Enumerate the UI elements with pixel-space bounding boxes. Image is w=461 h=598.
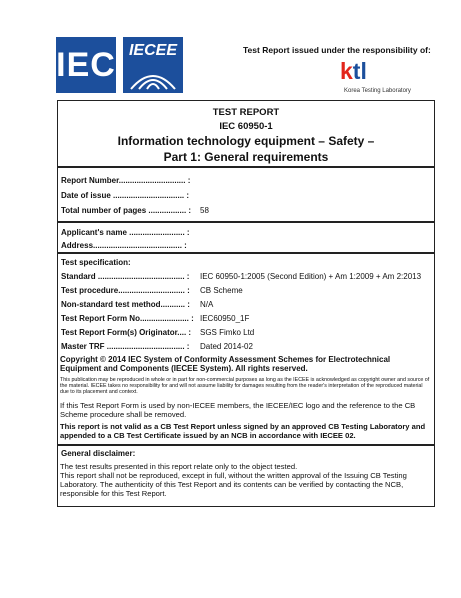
disclaimer-text-1: The test results presented in this report relate only to the object tested. <box>60 462 298 471</box>
standard-label: Standard ....................................... : <box>61 272 190 281</box>
total-pages-label: Total number of pages ................. : <box>61 206 192 215</box>
test-procedure-label: Test procedure.............................. : <box>61 286 190 295</box>
title-line-1: Information technology equipment – Safety – <box>117 134 375 148</box>
master-trf-value: Dated 2014-02 <box>200 342 253 351</box>
disclaimer-block <box>57 445 435 507</box>
ktl-logo <box>340 58 367 85</box>
applicant-block <box>57 222 435 253</box>
form-originator-value: SGS Fimko Ltd <box>200 328 255 337</box>
ktl-logo-k: k <box>340 58 353 84</box>
applicant-name-label: Applicant's name ......................... : <box>61 228 190 237</box>
iecee-globe-icon <box>125 61 181 91</box>
reproduction-notice: This publication may be reproduced in whole or in part for non-commercial purposes as long as the IECEE is acknowledged as copyright owner and source of the material. IECEE takes no responsibility for and will not assume liability for damages resulting from the reader's interpretation of the reproduced material due to its placement and context. <box>60 377 430 396</box>
copyright-notice: Copyright © 2014 IEC System of Conformity Assessment Schemes for Electrotechnical Equipment and Components (IECEE System). All rights reserved. <box>60 355 391 373</box>
validity-notice: This report is not valid as a CB Test Report unless signed by an approved CB Testing Laboratory and appended to a CB Test Certificate issued by an NCB in accordance with IECEE 02. <box>60 422 426 440</box>
issued-under-text: Test Report issued under the responsibility of: <box>243 45 431 55</box>
report-form-number-label: Test Report Form No...................... : <box>61 314 194 323</box>
form-originator-label: Test Report Form(s) Originator.... : <box>61 328 192 337</box>
iec-logo-text: IEC <box>56 46 116 84</box>
test-procedure-value: CB Scheme <box>200 286 243 295</box>
total-pages-value: 58 <box>200 206 209 215</box>
ktl-logo-rest: tl <box>352 58 367 84</box>
standard-value: IEC 60950-1:2005 (Second Edition) + Am 1:2009 + Am 2:2013 <box>200 272 422 281</box>
report-number-label: Report Number.............................. : <box>61 176 191 185</box>
disclaimer-text-2: This report shall not be reproduced, except in full, without the written approval of the Issuing CB Testing Laboratory. The authenticity of this Test Report and its contents can be verified by contacting the NCB, responsible for this Test Report. <box>60 471 407 498</box>
report-form-number-value: IEC60950_1F <box>200 314 250 323</box>
report-info-block <box>57 167 435 222</box>
non-standard-method-value: N/A <box>200 300 214 309</box>
test-specification-heading: Test specification: <box>61 258 131 267</box>
non-standard-method-label: Non-standard test method........... : <box>61 300 190 309</box>
standard-number: IEC 60950-1 <box>219 121 273 132</box>
lab-name: Korea Testing Laboratory <box>344 88 411 94</box>
report-type: TEST REPORT <box>212 107 280 118</box>
iecee-logo-text: IECEE <box>128 42 177 59</box>
iec-logo <box>56 37 116 93</box>
iecee-logo <box>123 37 183 93</box>
master-trf-label: Master TRF ................................... : <box>61 342 190 351</box>
non-iecee-notice: If this Test Report Form is used by non-IECEE members, the IECEE/IEC logo and the reference to the CB Scheme procedure shall be removed. <box>60 401 416 419</box>
date-of-issue-label: Date of issue ................................ : <box>61 191 190 200</box>
address-label: Address........................................ : <box>61 241 187 250</box>
title-block <box>57 100 435 167</box>
test-specification-block <box>57 253 435 445</box>
disclaimer-heading: General disclaimer: <box>61 449 136 458</box>
title-line-2: Part 1: General requirements <box>163 150 329 164</box>
